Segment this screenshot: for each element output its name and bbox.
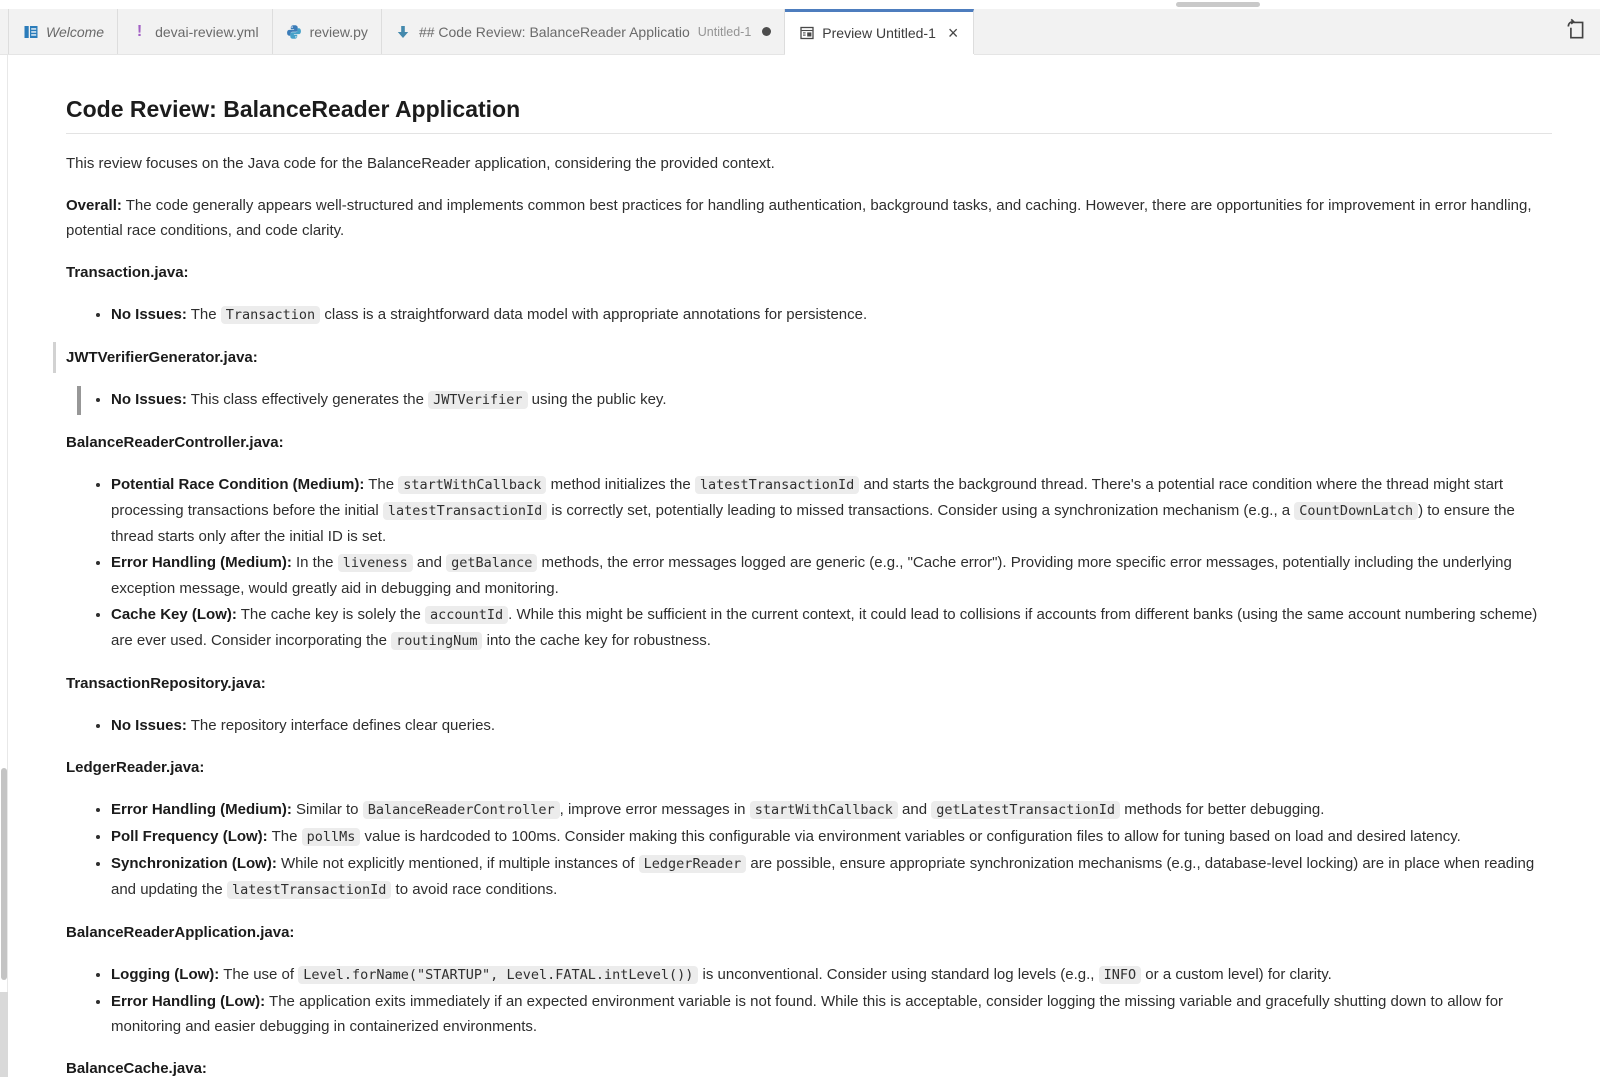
- tab-label: review.py: [309, 23, 368, 40]
- text-run: ) to ensure the thread starts only after the initial ID is set.: [111, 502, 1515, 545]
- tabs-row: [0, 9, 1600, 55]
- inline-code: Transaction: [221, 306, 320, 324]
- tab-review-py[interactable]: [273, 9, 382, 54]
- page-title: [66, 95, 1552, 134]
- bold-text: No Issues:: [111, 717, 187, 734]
- tab-label: devai-review.yml: [155, 23, 259, 40]
- list-item: [111, 472, 1552, 549]
- scrollbar-corner: [0, 992, 8, 1077]
- left-pane-scrollbar-thumb[interactable]: [1, 768, 7, 980]
- python-icon: [286, 23, 303, 40]
- inline-code: startWithCallback: [398, 476, 546, 494]
- tab-devai-review-yml[interactable]: [118, 9, 272, 54]
- inline-code: latestTransactionId: [383, 502, 547, 520]
- text-run: is correctly set, potentially leading to missed transactions. Consider using a synchronization mechanism (e.g., a: [547, 502, 1295, 519]
- section-heading: [66, 430, 1552, 455]
- yaml-icon: !: [136, 22, 143, 40]
- text-run: The: [267, 828, 302, 845]
- list-item: [111, 387, 1552, 413]
- inline-code: latestTransactionId: [227, 881, 391, 899]
- close-icon[interactable]: ×: [947, 23, 959, 43]
- text-run: Similar to: [291, 801, 363, 818]
- bold-text: BalanceCache.java:: [66, 1060, 207, 1077]
- list-item: [111, 602, 1552, 654]
- text-run: class is a straightforward data model with appropriate annotations for persistence.: [320, 306, 868, 323]
- list-item: [111, 989, 1552, 1039]
- bold-text: Error Handling (Medium):: [111, 801, 292, 818]
- bold-text: LedgerReader.java:: [66, 759, 205, 776]
- list-item: [111, 851, 1552, 903]
- list-item: [111, 550, 1552, 601]
- text-run: and: [897, 801, 932, 818]
- inline-code: accountId: [425, 606, 508, 624]
- inline-code: Level.forName("STARTUP", Level.FATAL.intLevel()): [298, 966, 698, 984]
- modified-indicator[interactable]: [762, 27, 771, 36]
- bullet-list: [66, 797, 1552, 903]
- bold-text: Error Handling (Low):: [111, 993, 266, 1010]
- inline-code: getBalance: [446, 554, 537, 572]
- inline-code: startWithCallback: [750, 801, 898, 819]
- welcome-icon: [22, 23, 39, 40]
- tab-code-review-untitled-1[interactable]: [382, 9, 785, 54]
- section-heading: [66, 260, 1552, 285]
- bullet-list: [66, 387, 1552, 413]
- editor-tab-bar: [0, 0, 1600, 55]
- text-run: This class effectively generates the: [186, 391, 429, 408]
- overall-paragraph: [66, 193, 1552, 243]
- bold-text: No Issues:: [111, 306, 187, 323]
- bold-text: Logging (Low):: [111, 966, 220, 983]
- inline-code: LedgerReader: [639, 855, 747, 873]
- tab-description: Untitled-1: [697, 24, 752, 39]
- text-run: The code generally appears well-structured and implements common best practices for handling authentication, background tasks, and caching. However, there are opportunities for improvement in error handling, potential race conditions, and code clarity.: [66, 197, 1532, 239]
- document: [8, 55, 1600, 1077]
- tab-label: Preview Untitled-1: [822, 25, 936, 41]
- text-run: Code Review: BalanceReader Application: [66, 96, 521, 122]
- section-heading: [66, 755, 1552, 780]
- bold-text: No Issues:: [111, 391, 187, 408]
- scroll-sync-marker: [53, 342, 56, 373]
- text-run: While not explicitly mentioned, if multiple instances of: [276, 855, 639, 872]
- text-run: and: [412, 554, 447, 571]
- text-run: are possible, ensure appropriate synchronization mechanisms (e.g., database-level locking) are in place when reading and updating the: [111, 855, 1535, 898]
- text-run: The cache key is solely the: [236, 606, 426, 623]
- text-run: , improve error messages in: [559, 801, 750, 818]
- section-heading: [66, 1056, 1552, 1077]
- text-run: methods, the error messages logged are generic (e.g., "Cache error"). Providing more specific error messages, potentially including the underlying exception message, would greatly aid in debugging and monitoring.: [111, 554, 1512, 597]
- inline-code: BalanceReaderController: [363, 801, 560, 819]
- bullet-list: [66, 713, 1552, 738]
- markdown-icon: [395, 23, 412, 40]
- text-run: The: [186, 306, 221, 323]
- editor-actions: [1564, 17, 1588, 41]
- bold-text: TransactionRepository.java:: [66, 675, 266, 692]
- inline-code: CountDownLatch: [1294, 502, 1418, 520]
- inline-code: JWTVerifier: [428, 391, 527, 409]
- text-run: The application exits immediately if an expected environment variable is not found. While this is acceptable, consider logging the missing variable and gracefully shutting down to allow for monitoring and easier debugging in containerized environments.: [111, 993, 1504, 1035]
- scroll-sync-marker: [77, 386, 81, 415]
- tab-welcome[interactable]: [8, 9, 118, 54]
- text-run: value is hardcoded to 100ms. Consider making this configurable via environment variables or configuration files to allow for tuning based on load and desired latency.: [360, 828, 1461, 845]
- list-item: [111, 797, 1552, 823]
- bold-text: Cache Key (Low):: [111, 606, 237, 623]
- bullet-list: [66, 962, 1552, 1039]
- bullet-list: [66, 472, 1552, 654]
- section-heading: [66, 920, 1552, 945]
- text-run: The repository interface defines clear queries.: [186, 717, 496, 734]
- bold-text: JWTVerifierGenerator.java:: [66, 349, 258, 366]
- bold-text: Transaction.java:: [66, 264, 189, 281]
- left-pane-scrollbar-track: [0, 55, 8, 1077]
- bold-text: Poll Frequency (Low):: [111, 828, 268, 845]
- list-item: [111, 302, 1552, 328]
- tabbar-scrollbar-thumb[interactable]: [1176, 2, 1260, 7]
- bold-text: BalanceReaderController.java:: [66, 434, 284, 451]
- inline-code: pollMs: [302, 828, 361, 846]
- bold-text: Error Handling (Medium):: [111, 554, 292, 571]
- text-run: This review focuses on the Java code for the BalanceReader application, considering the provided context.: [66, 155, 775, 172]
- text-run: The use of: [219, 966, 299, 983]
- list-item: [111, 962, 1552, 988]
- text-run: and starts the background thread. There's a potential race condition where the thread might start processing transactions before the initial: [111, 476, 1504, 519]
- inline-code: liveness: [338, 554, 413, 572]
- section-heading: [66, 671, 1552, 696]
- bold-text: BalanceReaderApplication.java:: [66, 924, 295, 941]
- tab-label: ## Code Review: BalanceReader Applicatio: [418, 23, 690, 40]
- bullet-list: [66, 302, 1552, 328]
- list-item: [111, 713, 1552, 738]
- list-item: [111, 824, 1552, 850]
- inline-code: routingNum: [391, 632, 482, 650]
- text-run: methods for better debugging.: [1120, 801, 1325, 818]
- text-run: using the public key.: [527, 391, 667, 408]
- tabbar-scroll-track: [0, 0, 1600, 9]
- text-run: . While this might be sufficient in the current context, it could lead to collisions if accounts from different banks (using the same account numbering scheme) are ever used. Consider incorporating the: [111, 606, 1538, 649]
- tab-label: Welcome: [46, 23, 105, 40]
- inline-code: getLatestTransactionId: [931, 801, 1120, 819]
- bold-text: Synchronization (Low):: [111, 855, 277, 872]
- text-run: is unconventional. Consider using standard log levels (e.g.,: [698, 966, 1099, 983]
- text-run: The: [364, 476, 399, 493]
- text-run: or a custom level) for clarity.: [1141, 966, 1332, 983]
- text-run: method initializes the: [546, 476, 695, 493]
- section-heading: [66, 345, 1552, 370]
- open-file-with-arrow-icon[interactable]: [1564, 17, 1588, 41]
- text-run: In the: [291, 554, 338, 571]
- tab-preview-untitled-1[interactable]: [785, 9, 974, 54]
- text-run: to avoid race conditions.: [391, 881, 558, 898]
- bold-text: Overall:: [66, 197, 122, 214]
- markdown-preview: [8, 55, 1600, 1077]
- text-run: into the cache key for robustness.: [482, 632, 711, 649]
- preview-icon: [798, 25, 815, 42]
- bold-text: Potential Race Condition (Medium):: [111, 476, 365, 493]
- intro-paragraph: [66, 151, 1552, 176]
- inline-code: INFO: [1099, 966, 1142, 984]
- inline-code: latestTransactionId: [695, 476, 859, 494]
